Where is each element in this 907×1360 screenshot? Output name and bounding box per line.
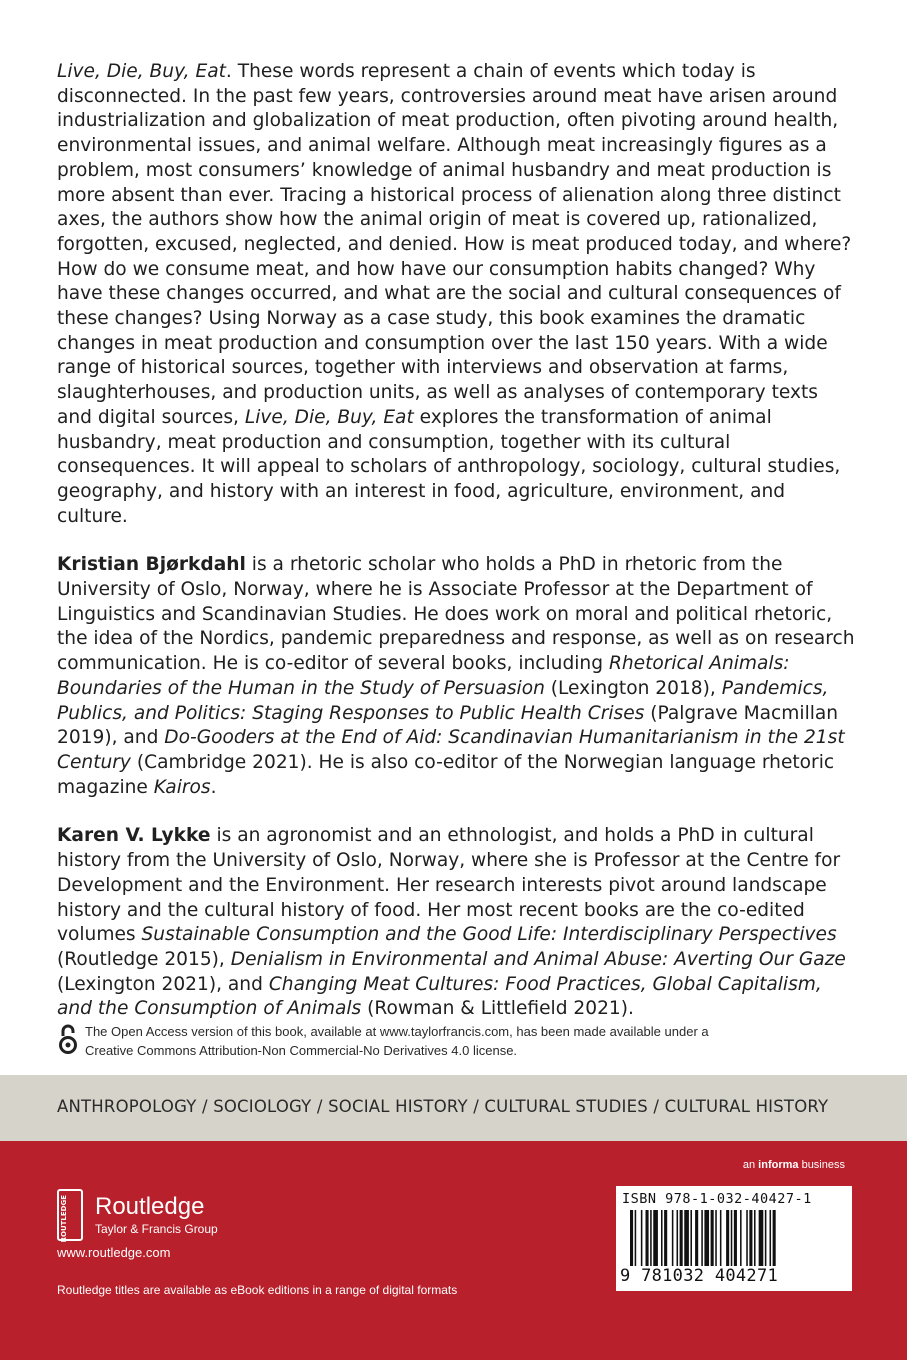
bio1-book-2: Pandemics, Publics, and Politics: Staging Responses to Public Health Crises	[57, 677, 829, 724]
author-bio-2	[57, 824, 857, 1022]
informa-suffix: business	[798, 1159, 845, 1171]
informa-prefix: an	[742, 1159, 759, 1171]
description-text-1: . These words represent a chain of events which today is disconnected. In the past few years, controversies around meat have arisen around industrialization and globalization of meat production, often pivoting around health, environmental issues, and animal welfare. Although meat increasingly figures as a problem, most consumers’ knowledge of animal husbandry and meat production is more absent than ever. Tracing a historical process of alienation along three distinct axes, the authors show how the animal origin of meat is covered up, rationalized, forgotten, excused, neglected, and denied. How is meat produced today, and where? How do we consume meat, and how have our consumption habits changed? Why have these changes occurred, and what are the social and cultural consequences of these changes? Using Norway as a case study, this book examines the dramatic changes in meat production and consumption over the last 150 years. With a wide range of historical sources, together with interviews and observation at farms, slaughterhouses, and production units, as well as analyses of contemporary texts and digital sources,	[57, 61, 852, 428]
author-name-2: Karen V. Lykke	[57, 825, 211, 847]
bio2-text-3: (Lexington 2021), and	[57, 973, 269, 995]
bio2-book-1: Sustainable Consumption and the Good Life: Interdisciplinary Perspectives	[141, 924, 837, 946]
bio1-text-1: is a rhetoric scholar who holds a PhD in rhetoric from the University of Oslo, Norway, where he is Associate Professor at the Department of Linguistics and Scandinavian Studies. He does work on moral and political rhetoric, the idea of the Nordics, pandemic preparedness and response, as well as on research communication. He is co-editor of several books, including	[57, 554, 855, 675]
ebook-note: Routledge titles are available as eBook editions in a range of digital formats	[57, 1283, 458, 1297]
bio1-magazine: Kairos	[153, 776, 211, 798]
publisher-website[interactable]: www.routledge.com	[57, 1245, 171, 1260]
informa-bold: informa	[758, 1159, 799, 1171]
back-cover-text	[57, 60, 857, 1022]
publisher-name: Routledge	[95, 1193, 205, 1220]
informa-tagline	[743, 1159, 845, 1171]
routledge-logo	[57, 1189, 218, 1241]
bio1-book-1: Rhetorical Animals: Boundaries of the Human in the Study of Persuasion	[57, 653, 790, 699]
isbn-label: ISBN 978-1-032-40427-1	[622, 1191, 812, 1207]
open-access-line-1: The Open Access version of this book, available at www.taylorfrancis.com, has been made available under a	[85, 1024, 709, 1039]
author-bio-1	[57, 553, 857, 800]
bio1-text-3: (Palgrave Macmillan 2019), and	[57, 702, 839, 749]
logo-mark-text: ROUTLEDGE	[60, 1195, 68, 1243]
title-italic-2: Live, Die, Buy, Eat	[244, 406, 414, 428]
bio2-text-4: (Rowman & Littlefield 2021).	[361, 998, 634, 1020]
isbn-barcode	[616, 1186, 852, 1291]
book-description	[57, 60, 857, 529]
open-access-text	[85, 1022, 709, 1060]
routledge-logo-icon	[57, 1189, 83, 1241]
subject-band	[0, 1075, 907, 1141]
author-name-1: Kristian Bjørkdahl	[57, 554, 246, 576]
barcode-icon	[630, 1210, 840, 1272]
publisher-group: Taylor & Francis Group	[95, 1222, 218, 1236]
bio2-text-2: (Routledge 2015),	[57, 948, 231, 970]
publisher-band	[0, 1141, 907, 1360]
open-access-icon	[57, 1022, 79, 1056]
open-access-line-2: Creative Commons Attribution-Non Commercial-No Derivatives 4.0 license.	[85, 1043, 518, 1058]
bio1-text-5: .	[210, 776, 217, 798]
description-text-2: explores the transformation of animal husbandry, meat production and consumption, together with its cultural consequences. It will appeal to scholars of anthropology, sociology, cultural studies, geography, and history with an interest in food, agriculture, environment, and culture.	[57, 406, 841, 527]
bio1-text-4: (Cambridge 2021). He is also co-editor of the Norwegian language rhetoric magazine	[57, 751, 835, 798]
subject-categories: ANTHROPOLOGY / SOCIOLOGY / SOCIAL HISTORY / CULTURAL STUDIES / CULTURAL HISTORY	[57, 1097, 829, 1116]
bio2-book-3: Changing Meat Cultures: Food Practices, Global Capitalism, and the Consumption of Animals	[57, 973, 822, 1020]
bio2-book-2: Denialism in Environmental and Animal Abuse: Averting Our Gaze	[230, 948, 846, 970]
bio2-text-1: is an agronomist and an ethnologist, and holds a PhD in cultural history from the University of Oslo, Norway, where she is Professor at the Centre for Development and the Environment. Her research interests pivot around landscape history and the cultural history of food. Her most recent books are the co-edited volumes	[57, 825, 841, 946]
title-italic: Live, Die, Buy, Eat	[57, 61, 226, 82]
bio1-book-3: Do-Gooders at the End of Aid: Scandinavian Humanitarianism in the 21st Century	[57, 727, 845, 773]
bio1-text-2: (Lexington 2018),	[544, 677, 722, 699]
ean-digits: 9 781032 404271	[620, 1266, 779, 1286]
open-access-notice	[57, 1022, 857, 1060]
